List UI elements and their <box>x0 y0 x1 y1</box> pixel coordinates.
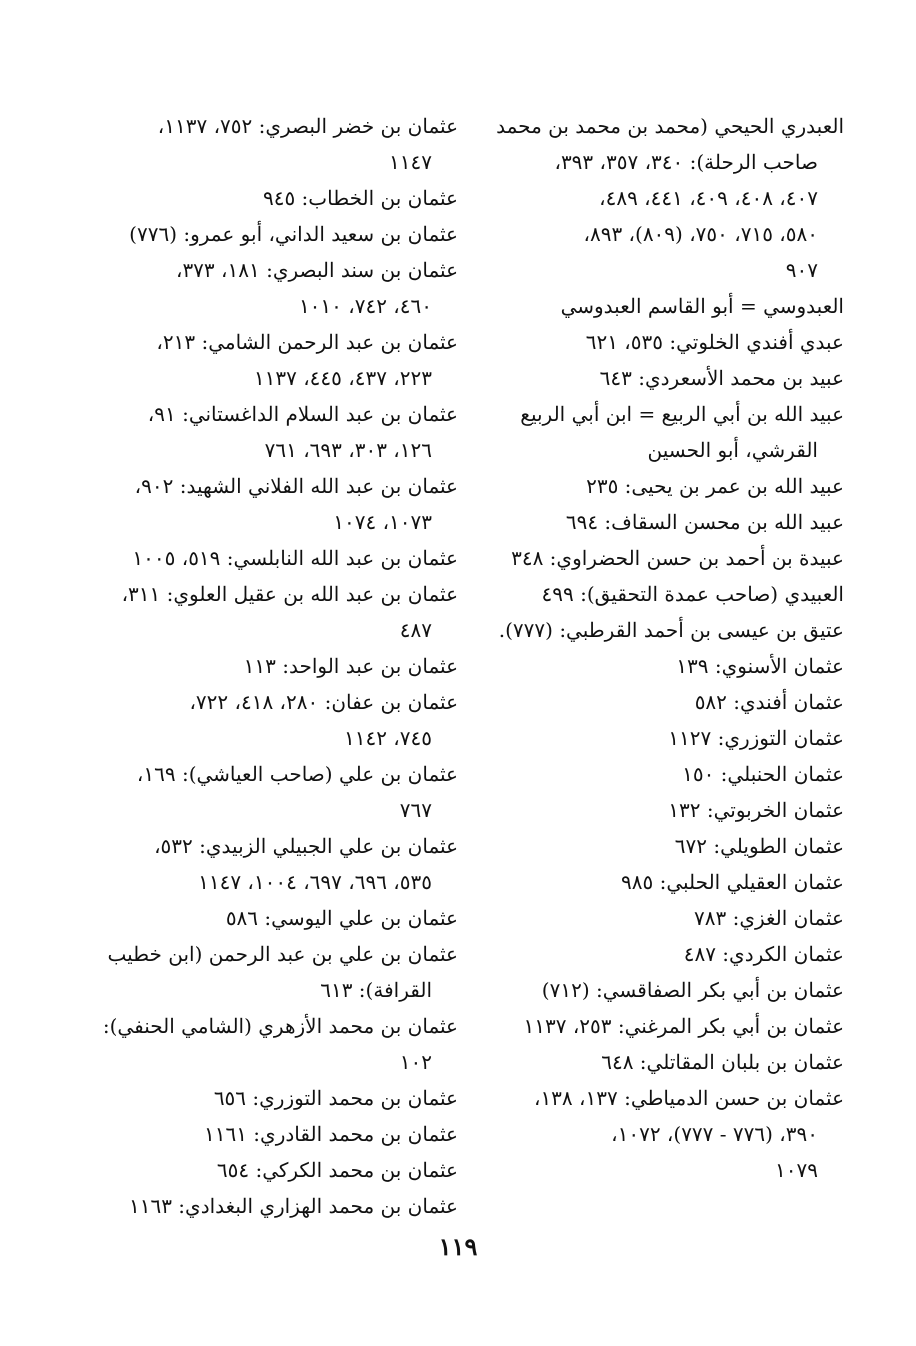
index-entry-continuation: ١١٤٧ <box>389 150 432 174</box>
index-entry: عثمان بن علي اليوسي: ٥٨٦ <box>225 906 458 930</box>
index-entry: عثمان بن علي الجبيلي الزبيدي: ٥٣٢، <box>154 834 458 858</box>
index-entry-continuation: ٤٨٧ <box>399 618 432 642</box>
index-entry: عبيد الله بن محسن السقاف: ٦٩٤ <box>565 510 844 534</box>
index-entry-continuation: ٣٩٠، (٧٧٦ - ٧٧٧)، ١٠٧٢، <box>611 1122 818 1146</box>
index-entry: عبيد بن محمد الأسعردي: ٦٤٣ <box>599 366 844 390</box>
index-entry-continuation: ٥٣٥، ٦٩٦، ٦٩٧، ١٠٠٤، ١١٤٧ <box>198 870 432 894</box>
index-entry: عثمان بن سعيد الداني، أبو عمرو: (٧٧٦) <box>129 222 458 246</box>
index-entry: عثمان بن علي بن عبد الرحمن (ابن خطيب <box>107 942 458 966</box>
index-entry-continuation: ٢٢٣، ٤٣٧، ٤٤٥، ١١٣٧ <box>253 366 432 390</box>
index-entry: عثمان بن عبد الله النابلسي: ٥١٩، ١٠٠٥ <box>132 546 458 570</box>
index-entry-continuation: ٧٤٥، ١١٤٢ <box>343 726 432 750</box>
index-entry: عتيق بن عيسى بن أحمد القرطبي: (٧٧٧). <box>498 618 844 642</box>
left-column <box>100 108 458 1224</box>
index-entry: عثمان بن عبد الله بن عقيل العلوي: ٣١١، <box>121 582 458 606</box>
index-entry: عثمان بن سند البصري: ١٨١، ٣٧٣، <box>175 258 458 282</box>
index-entry: عثمان بن علي (صاحب العياشي): ١٦٩، <box>136 762 458 786</box>
index-entry: عثمان الأسنوي: ١٣٩ <box>676 654 844 678</box>
index-entry: عثمان بن محمد التوزري: ٦٥٦ <box>213 1086 458 1110</box>
index-entry: عثمان العقيلي الحلبي: ٩٨٥ <box>621 870 844 894</box>
index-entry: عبيدة بن أحمد بن حسن الحضراوي: ٣٤٨ <box>511 546 844 570</box>
index-entry-continuation: ٩٠٧ <box>785 258 818 282</box>
index-entry-continuation: القرشي، أبو الحسين <box>647 438 818 462</box>
index-entry: عثمان الخربوتي: ١٣٢ <box>668 798 844 822</box>
index-entry: عثمان الطويلي: ٦٧٢ <box>674 834 844 858</box>
right-column <box>488 108 844 1188</box>
index-entry: العبيدي (صاحب عمدة التحقيق): ٤٩٩ <box>541 582 844 606</box>
index-entry: عثمان بن أبي بكر الصفاقسي: (٧١٢) <box>541 978 844 1002</box>
index-entry: عثمان بن عبد الرحمن الشامي: ٢١٣، <box>156 330 458 354</box>
index-entry: عبيد الله بن عمر بن يحيى: ٢٣٥ <box>586 474 844 498</box>
index-entry: العبدوسي = أبو القاسم العبدوسي <box>560 294 844 318</box>
index-entry: عثمان بن محمد القادري: ١١٦١ <box>203 1122 458 1146</box>
index-entry-continuation: ١٠٢ <box>399 1050 432 1074</box>
index-entry: عثمان الغزي: ٧٨٣ <box>694 906 844 930</box>
index-entry-continuation: ٧٦٧ <box>399 798 432 822</box>
index-entry: عثمان بن عبد الواحد: ١١٣ <box>243 654 458 678</box>
index-entry: العبدري الحيحي (محمد بن محمد بن محمد <box>496 114 844 138</box>
index-entry: عبدي أفندي الخلوتي: ٥٣٥، ٦٢١ <box>585 330 844 354</box>
index-entry: عثمان بن عفان: ٢٨٠، ٤١٨، ٧٢٢، <box>189 690 458 714</box>
index-entry: عثمان بن عبد الله الفلاني الشهيد: ٩٠٢، <box>134 474 458 498</box>
index-entry: عثمان بن الخطاب: ٩٤٥ <box>262 186 458 210</box>
index-entry-continuation: القرافة): ٦١٣ <box>320 978 432 1002</box>
index-entry: عثمان بن خضر البصري: ٧٥٢، ١١٣٧، <box>157 114 458 138</box>
index-entry-continuation: ٥٨٠، ٧١٥، ٧٥٠، (٨٠٩)، ٨٩٣، <box>583 222 818 246</box>
index-entry: عثمان بن بلبان المقاتلي: ٦٤٨ <box>601 1050 844 1074</box>
index-entry: عثمان التوزري: ١١٢٧ <box>668 726 844 750</box>
index-entry: عثمان بن محمد الهزاري البغدادي: ١١٦٣ <box>128 1194 458 1218</box>
index-entry-continuation: ١٠٧٩ <box>775 1158 818 1182</box>
index-entry-continuation: ٤٦٠، ٧٤٢، ١٠١٠ <box>298 294 432 318</box>
index-entry: عثمان بن حسن الدمياطي: ١٣٧، ١٣٨، <box>533 1086 844 1110</box>
index-entry: عثمان بن أبي بكر المرغني: ٢٥٣، ١١٣٧ <box>523 1014 844 1038</box>
index-entry-continuation: صاحب الرحلة): ٣٤٠، ٣٥٧، ٣٩٣، <box>554 150 818 174</box>
index-entry-continuation: ١٠٧٣، ١٠٧٤ <box>333 510 432 534</box>
index-entry: عثمان الكردي: ٤٨٧ <box>683 942 844 966</box>
index-entry-continuation: ٤٠٧، ٤٠٨، ٤٠٩، ٤٤١، ٤٨٩، <box>599 186 818 210</box>
index-entry: عثمان بن محمد الأزهري (الشامي الحنفي): <box>102 1014 458 1038</box>
index-entry: عثمان بن عبد السلام الداغستاني: ٩١، <box>147 402 458 426</box>
index-entry: عثمان أفندي: ٥٨٢ <box>694 690 844 714</box>
index-entry-continuation: ١٢٦، ٣٠٣، ٦٩٣، ٧٦١ <box>264 438 432 462</box>
index-entry: عثمان بن محمد الكركي: ٦٥٤ <box>216 1158 458 1182</box>
page-number: ١١٩ <box>438 1232 478 1261</box>
index-entry: عثمان الحنبلي: ١٥٠ <box>682 762 844 786</box>
index-entry: عبيد الله بن أبي الربيع = ابن أبي الربيع <box>520 402 844 426</box>
